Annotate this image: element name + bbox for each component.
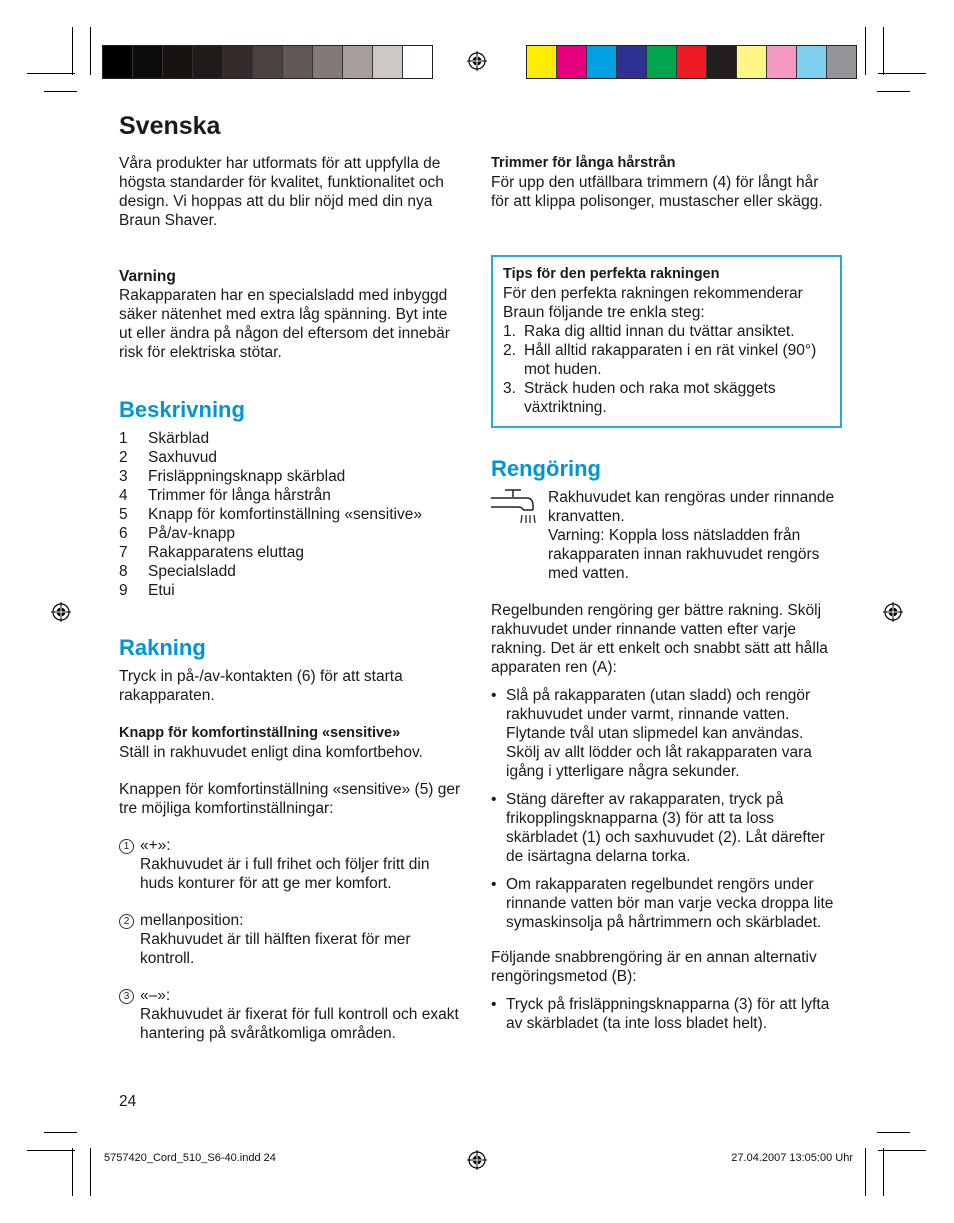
crop-mark <box>27 73 75 74</box>
intro-text: Våra produkter har utformats för att uppfylla de högsta standarder för kvalitet, funktionalitet och design. Vi hoppas att du blir nöjd med din nya Braun Shaver. <box>119 155 444 229</box>
process-color-bar <box>526 45 857 79</box>
color-swatch <box>223 46 253 78</box>
list-item <box>119 429 464 448</box>
tip-step <box>503 322 831 341</box>
crop-mark <box>72 27 73 75</box>
color-swatch <box>737 46 767 78</box>
bullet-item <box>491 995 836 1033</box>
step-text: Sträck huden och raka mot skäggets växtriktning. <box>524 380 776 416</box>
bullet-icon: • <box>491 687 497 704</box>
item-number: 1 <box>119 430 128 447</box>
color-swatch <box>707 46 737 78</box>
comfort-heading: Knapp för komfortinställning «sensitive» <box>119 725 401 741</box>
item-label: På/av-knapp <box>148 525 236 542</box>
color-swatch <box>617 46 647 78</box>
color-swatch <box>283 46 313 78</box>
shaving-heading: Rakning <box>119 635 206 660</box>
comfort-setting <box>119 836 464 893</box>
bullet-item <box>491 686 836 781</box>
cleaning-heading: Rengöring <box>491 456 601 481</box>
item-number: 8 <box>119 563 128 580</box>
color-swatch <box>557 46 587 78</box>
step-text: Raka dig alltid innan du tvättar ansiktet. <box>524 323 795 340</box>
tap-text: Rakhuvudet kan rengöras under rinnande kranvatten. <box>548 489 835 525</box>
item-number: 6 <box>119 525 128 542</box>
list-item <box>119 524 464 543</box>
warning-heading: Varning <box>119 268 176 285</box>
crop-mark <box>72 1148 73 1196</box>
item-number: 4 <box>119 487 128 504</box>
item-label: Trimmer för långa hårstrån <box>148 487 331 504</box>
crop-mark <box>865 27 866 75</box>
page-number: 24 <box>119 1093 137 1110</box>
registration-mark-icon <box>467 51 487 71</box>
bullet-text: Slå på rakapparaten (utan sladd) och rengör rakhuvudet under varmt, rinnande vatten. Flytande tvål utan slipmedel kan användas. Skölj av allt lödder och låt rakapparaten vara igång i ytterligare några sekunder. <box>506 687 812 780</box>
color-swatch <box>403 46 432 78</box>
crop-mark <box>878 73 926 74</box>
color-swatch <box>677 46 707 78</box>
step-number: 3. <box>503 380 516 397</box>
item-label: Specialsladd <box>148 563 236 580</box>
tip-step <box>503 341 831 379</box>
color-swatch <box>587 46 617 78</box>
setting-label: «–»: <box>140 987 171 1004</box>
item-label: Frisläppningsknapp skärblad <box>148 468 346 485</box>
bullet-text: Om rakapparaten regelbundet rengörs under rinnande vatten bör man varje vecka droppa lite symaskinsolja på hårtrimmern och skärbladet. <box>506 876 834 931</box>
crop-mark <box>44 91 77 92</box>
bullet-item <box>491 875 836 932</box>
cleaning-bullets <box>491 686 836 932</box>
footer-timestamp: 27.04.2007 13:05:00 Uhr <box>731 1152 853 1164</box>
crop-mark <box>878 1150 926 1151</box>
bullet-icon: • <box>491 996 497 1013</box>
item-label: Knapp för komfortinställning «sensitive» <box>148 506 422 523</box>
setting-number-icon: 3 <box>119 989 134 1004</box>
bullet-text: Tryck på frisläppningsknapparna (3) för att lyfta av skärbladet (ta inte loss bladet helt). <box>506 996 830 1032</box>
color-swatch <box>133 46 163 78</box>
item-label: Rakapparatens eluttag <box>148 544 304 561</box>
setting-text: Rakhuvudet är i full frihet och följer fritt din huds konturer för att ge mer komfort. <box>140 856 430 892</box>
crop-mark <box>27 1150 75 1151</box>
water-tap-icon <box>491 488 537 532</box>
color-swatch <box>647 46 677 78</box>
setting-label: mellanposition: <box>140 912 244 929</box>
color-swatch <box>343 46 373 78</box>
page-title: Svenska <box>119 112 221 140</box>
crop-mark <box>90 1148 91 1196</box>
list-item <box>119 562 464 581</box>
setting-number-icon: 1 <box>119 839 134 854</box>
step-number: 2. <box>503 342 516 359</box>
list-item <box>119 543 464 562</box>
tip-step <box>503 379 831 417</box>
setting-label: «+»: <box>140 837 171 854</box>
color-swatch <box>103 46 133 78</box>
crop-mark <box>865 1148 866 1196</box>
right-column <box>491 154 836 211</box>
item-label: Saxhuvud <box>148 449 217 466</box>
tips-heading: Tips för den perfekta rakningen <box>503 266 720 282</box>
tips-intro: För den perfekta rakningen rekommenderar Braun följande tre enkla steg: <box>503 285 803 321</box>
tips-box <box>491 255 842 428</box>
list-item <box>119 448 464 467</box>
item-label: Skärblad <box>148 430 210 447</box>
shaving-text: Tryck in på-/av-kontakten (6) för att starta rakapparaten. <box>119 668 403 704</box>
bullet-icon: • <box>491 791 497 808</box>
grayscale-color-bar <box>102 45 433 79</box>
item-number: 2 <box>119 449 128 466</box>
cleaning-bullets-2 <box>491 995 836 1033</box>
item-number: 5 <box>119 506 128 523</box>
color-swatch <box>253 46 283 78</box>
cleaning-para-2: Följande snabbrengöring är en annan alternativ rengöringsmetod (B): <box>491 949 817 985</box>
registration-mark-icon <box>467 1150 487 1170</box>
setting-text: Rakhuvudet är fixerat för full kontroll och exakt hantering på svåråtkomliga områden. <box>140 1006 459 1042</box>
color-swatch <box>373 46 403 78</box>
color-swatch <box>163 46 193 78</box>
crop-mark <box>883 1148 884 1196</box>
item-number: 3 <box>119 468 128 485</box>
tap-warning: Varning: Koppla loss nätsladden från rakapparaten innan rakhuvudet rengörs med vatten. <box>548 527 820 582</box>
list-item <box>119 486 464 505</box>
step-number: 1. <box>503 323 516 340</box>
comfort-setting <box>119 911 464 968</box>
crop-mark <box>44 1132 77 1133</box>
color-swatch <box>193 46 223 78</box>
bullet-icon: • <box>491 876 497 893</box>
color-swatch <box>313 46 343 78</box>
color-swatch <box>527 46 557 78</box>
registration-mark-icon <box>883 602 903 622</box>
cleaning-para-1: Regelbunden rengöring ger bättre rakning. Skölj rakhuvudet under rinnande vatten efter varje rakning. Det är ett enkelt och snabbt sätt att hålla apparaten ren (A): <box>491 602 828 676</box>
footer-file-info: 5757420_Cord_510_S6-40.indd 24 <box>104 1152 276 1164</box>
cleaning-section <box>491 456 836 1033</box>
registration-mark-icon <box>51 602 71 622</box>
list-item <box>119 581 464 600</box>
left-column <box>119 154 464 1043</box>
item-number: 7 <box>119 544 128 561</box>
trimmer-text: För upp den utfällbara trimmern (4) för långt hår för att klippa polisonger, mustascher eller skägg. <box>491 174 823 210</box>
setting-number-icon: 2 <box>119 914 134 929</box>
comfort-text: Ställ in rakhuvudet enligt dina komfortbehov. <box>119 744 423 761</box>
crop-mark <box>877 91 910 92</box>
description-heading: Beskrivning <box>119 397 245 422</box>
setting-text: Rakhuvudet är till hälften fixerat för mer kontroll. <box>140 931 411 967</box>
color-swatch <box>827 46 856 78</box>
trimmer-heading: Trimmer för långa hårstrån <box>491 155 676 171</box>
item-number: 9 <box>119 582 128 599</box>
comfort-setting <box>119 986 464 1043</box>
tips-steps <box>503 322 831 417</box>
warning-text: Rakapparaten har en specialsladd med inbyggd säker nätenhet med extra låg spänning. Byt inte ut eller ändra på någon del eftersom det innebär risk för elektriska stötar. <box>119 287 450 361</box>
tap-icon <box>491 488 548 583</box>
list-item <box>119 505 464 524</box>
item-label: Etui <box>148 582 175 599</box>
bullet-text: Stäng därefter av rakapparaten, tryck på frikopplingsknapparna (3) för att ta loss skärbladet (1) och saxhuvudet (2). Låt därefter de isärtagna delarna torka. <box>506 791 825 865</box>
comfort-settings <box>119 836 464 1043</box>
color-swatch <box>797 46 827 78</box>
color-swatch <box>767 46 797 78</box>
step-text: Håll alltid rakapparaten i en rät vinkel (90°) mot huden. <box>524 342 817 378</box>
comfort-text-2: Knappen för komfortinställning «sensitive» (5) ger tre möjliga komfortinställningar: <box>119 781 461 817</box>
parts-list <box>119 429 464 600</box>
list-item <box>119 467 464 486</box>
bullet-item <box>491 790 836 866</box>
crop-mark <box>883 27 884 75</box>
crop-mark <box>90 27 91 75</box>
crop-mark <box>877 1132 910 1133</box>
